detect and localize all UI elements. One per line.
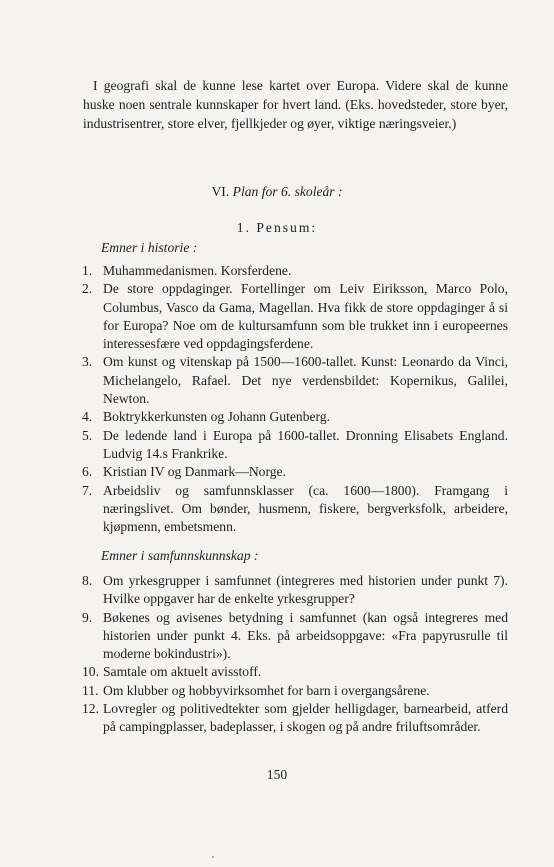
list-item: [82, 482, 508, 537]
item-text: Boktrykkerkunsten og Johann Gutenberg.: [103, 409, 331, 425]
item-number: 6.: [82, 464, 93, 480]
item-text: Lovregler og politivedtekter som gjelder helligdager, barnearbeid, atferd på campingplasser, badeplasser, i skogen og på andre friluftsområder.: [103, 701, 508, 735]
section-title: [0, 184, 554, 200]
item-number: 1.: [82, 263, 93, 278]
social-list: [82, 572, 508, 737]
list-item: [82, 609, 508, 664]
item-text: De store oppdaginger. Fortellinger om Leiv Eiriksson, Marco Polo, Columbus, Vasco da Gama, Magellan. Hva fikk de store oppdaginger å si for Europa? Noe om de kultursamfunn som ble trukket inn i europeernes interessesfære ved oppdagingsferdene.: [103, 281, 508, 352]
history-list: [82, 262, 508, 536]
list-item: [82, 353, 508, 408]
item-text: Om kunst og vitenskap på 1500—1600-tallet. Kunst: Leonardo da Vinci, Michelangelo, Rafael. Det nye verdensbildet: Kopernikus, Galilei, Newton.: [103, 354, 508, 407]
item-number: 10.: [82, 664, 99, 680]
list-item: [82, 408, 508, 426]
list-item: [82, 280, 508, 353]
item-text: Muhammedanismen. Korsferdene.: [103, 263, 292, 278]
history-heading: Emner i historie :: [101, 240, 198, 255]
section-heading: Plan for 6. skoleår :: [232, 184, 343, 199]
item-number: 5.: [82, 427, 93, 443]
social-heading: Emner i samfunnskunnskap :: [101, 548, 259, 563]
list-item: [82, 262, 508, 280]
item-text: Bøkenes og avisenes betydning i samfunnet (kan også integreres med historien under punkt 4. Eks. på arbeidsoppgave: «Fra papyrusrulle til moderne bokindustri»).: [103, 609, 508, 662]
page-number: 150: [266, 767, 288, 782]
item-text: Om yrkesgrupper i samfunnet (integreres med historien under punkt 7). Hvilke oppgaver har de enkelte yrkesgrupper?: [103, 573, 508, 607]
list-item: [82, 682, 508, 700]
item-number: 2.: [82, 281, 93, 297]
item-number: 3.: [82, 354, 93, 370]
item-text: Kristian IV og Danmark—Norge.: [103, 464, 286, 480]
pensum-heading: 1. Pensum:: [236, 220, 318, 235]
item-number: 8.: [82, 573, 93, 588]
paper-speck: [212, 856, 214, 858]
item-text: Samtale om aktuelt avisstoff.: [103, 664, 262, 680]
item-number: 11.: [82, 682, 99, 698]
item-text: Om klubber og hobbyvirksomhet for barn i overgangsårene.: [103, 682, 430, 698]
item-number: 7.: [82, 482, 93, 498]
item-number: 12.: [82, 701, 99, 717]
item-text: De ledende land i Europa på 1600-tallet. Dronning Elisabets England. Ludvig 14.s Frankrike.: [103, 427, 508, 461]
list-item: [82, 700, 508, 737]
item-number: 9.: [82, 609, 93, 625]
list-item: [82, 572, 508, 609]
intro-paragraph: I geografi skal de kunne lese kartet over Europa. Videre skal de kunne huske noen sentrale kunnskaper for hvert land. (Eks. hovedsteder, store byer, industrisentrer, store elver, fjellkjeder og øyer, viktige næringsveier.): [83, 78, 508, 131]
section-number: VI.: [211, 184, 230, 199]
list-item: [82, 427, 508, 464]
list-item: [82, 663, 508, 681]
list-item: [82, 463, 508, 481]
item-number: 4.: [82, 409, 93, 425]
item-text: Arbeidsliv og samfunnsklasser (ca. 1600—1800). Framgang i næringslivet. Om bønder, husmenn, fiskere, bergverksfolk, arbeidere, kjøpmenn, embetsmenn.: [103, 482, 508, 535]
